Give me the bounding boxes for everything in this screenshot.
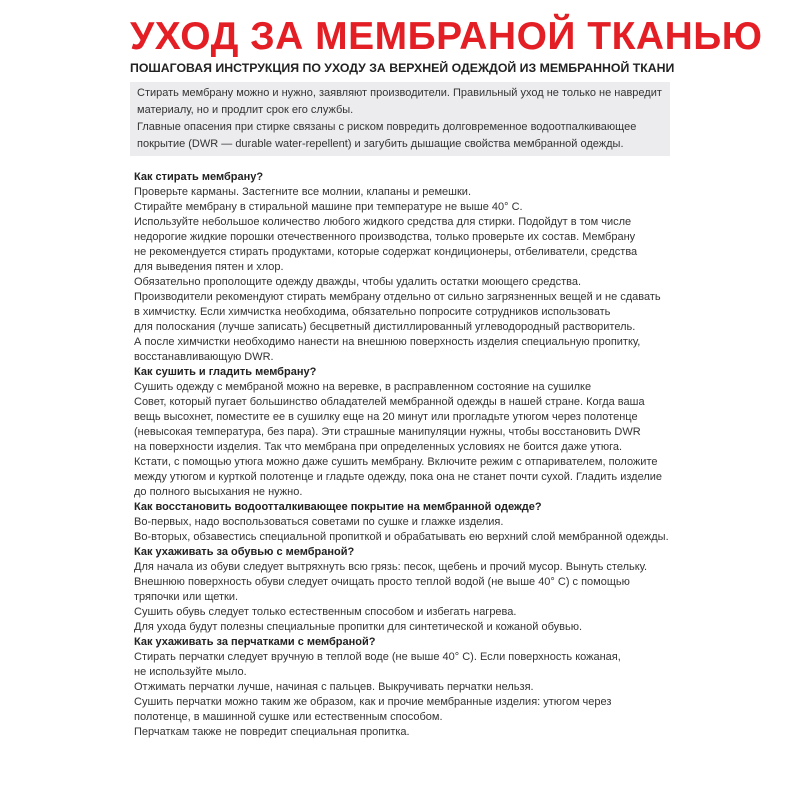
paragraph-line: Производители рекомендуют стирать мембрану отдельно от сильно загрязненных вещей и не сдавать — [134, 291, 661, 303]
paragraph-line: недорогие жидкие порошки отечественного производства, только проверьте их состав. Мембрану — [134, 231, 636, 243]
paragraph-line: восстанавливающую DWR. — [134, 351, 274, 363]
paragraph-line: Проверьте карманы. Застегните все молнии, клапаны и ремешки. — [134, 186, 471, 198]
section — [134, 635, 670, 740]
paragraph-line: Используйте небольшое количество любого жидкого средства для стирки. Подойдут в том числе — [134, 216, 632, 228]
section-heading: Как ухаживать за обувью с мембраной? — [134, 546, 355, 558]
section — [134, 500, 670, 545]
paragraph-line: не используйте мыло. — [134, 666, 247, 678]
paragraph-line: Совет, который пугает большинство обладателей мембранной одежды в нашей стране. Когда ваша — [134, 396, 645, 408]
intro-box — [130, 82, 670, 156]
page-content — [130, 0, 763, 740]
section-heading: Как ухаживать за перчатками с мембраной? — [134, 636, 376, 648]
paragraph-line: не рекомендуется стирать продуктами, которые содержат кондиционеры, отбеливатели, средства — [134, 246, 638, 258]
paragraph-line: Обязательно прополощите одежду дважды, чтобы удалить остатки моющего средства. — [134, 276, 582, 288]
paragraph-line: Внешнюю поверхность обуви следует очищать просто теплой водой (не выше 40° С) с помощью — [134, 576, 630, 588]
paragraph-line: полотенце, в машинной сушке или естественным способом. — [134, 711, 443, 723]
paragraph-line: Стирать перчатки следует вручную в теплой воде (не выше 40° С). Если поверхность кожаная, — [134, 651, 621, 663]
paragraph-line: Стирайте мембрану в стиральной машине при температуре не выше 40° С. — [134, 201, 523, 213]
section-heading: Как стирать мембрану? — [134, 171, 264, 183]
paragraph-line: Сушить перчатки можно таким же образом, как и прочие мембранные изделия: утюгом через — [134, 696, 612, 708]
paragraph-line: А после химчистки необходимо нанести на внешнюю поверхность изделия специальную пропитку, — [134, 336, 641, 348]
paragraph-line: (невысокая температура, без пара). Эти страшные манипуляции нужны, чтобы восстановить DWR — [134, 426, 641, 438]
intro-line: Стирать мембрану можно и нужно, заявляют производители. Правильный уход не только не навредит — [137, 87, 662, 99]
article-body — [130, 170, 670, 740]
paragraph-line: Отжимать перчатки лучше, начиная с пальцев. Выкручивать перчатки нельзя. — [134, 681, 534, 693]
paragraph-line: для выведения пятен и хлор. — [134, 261, 284, 273]
section — [134, 545, 670, 635]
section-heading: Как сушить и гладить мембрану? — [134, 366, 317, 378]
page-subtitle: ПОШАГОВАЯ ИНСТРУКЦИЯ ПО УХОДУ ЗА ВЕРХНЕЙ ОДЕЖДОЙ ИЗ МЕМБРАННОЙ ТКАНИ — [130, 61, 675, 75]
paragraph-line: на поверхности изделия. Так что мембрана при определенных условиях не боится даже утюга. — [134, 441, 623, 453]
paragraph-line: Перчаткам также не повредит специальная пропитка. — [134, 726, 410, 738]
section-heading: Как восстановить водоотталкивающее покрытие на мембранной одежде? — [134, 501, 542, 513]
paragraph-line: вещь высохнет, поместите ее в сушилку еще на 20 минут или прогладьте утюгом через полотенце — [134, 411, 638, 423]
paragraph-line: в химчистку. Если химчистка необходима, обязательно попросите сотрудников использовать — [134, 306, 611, 318]
intro-line: материалу, но и продлит срок его службы. — [137, 104, 354, 116]
page-title: УХОД ЗА МЕМБРАНОЙ ТКАНЬЮ — [130, 15, 763, 58]
section — [134, 365, 670, 500]
paragraph-line: Во-первых, надо воспользоваться советами по сушке и глажке изделия. — [134, 516, 504, 528]
paragraph-line: Сушить одежду с мембраной можно на веревке, в расправленном состояние на сушилке — [134, 381, 592, 393]
intro-line: Главные опасения при стирке связаны с риском повредить долговременное водоотпалкивающее — [137, 121, 637, 133]
paragraph-line: Сушить обувь следует только естественным способом и избегать нагрева. — [134, 606, 517, 618]
section — [134, 170, 670, 365]
paragraph-line: Во-вторых, обзавестись специальной пропиткой и обрабатывать ею верхний слой мембранной одежды. — [134, 531, 669, 543]
paragraph-line: Для ухода будут полезны специальные пропитки для синтетической и кожаной обувью. — [134, 621, 583, 633]
paragraph-line: между утюгом и курткой полотенце и гладьте одежду, пока она не станет почти сухой. Гладить изделие — [134, 471, 663, 483]
paragraph-line: для полоскания (лучше записать) бесцветный дистиллированный углеводородный растворитель. — [134, 321, 636, 333]
paragraph-line: до полного высыхания не нужно. — [134, 486, 303, 498]
paragraph-line: тряпочки или щетки. — [134, 591, 239, 603]
paragraph-line: Кстати, с помощью утюга можно даже сушить мембрану. Включите режим с отпаривателем, положите — [134, 456, 658, 468]
intro-line: покрытие (DWR — durable water-repellent) и загубить дышащие свойства мембранной одежды. — [137, 138, 624, 150]
paragraph-line: Для начала из обуви следует вытряхнуть всю грязь: песок, щебень и прочий мусор. Вынуть стельку. — [134, 561, 648, 573]
